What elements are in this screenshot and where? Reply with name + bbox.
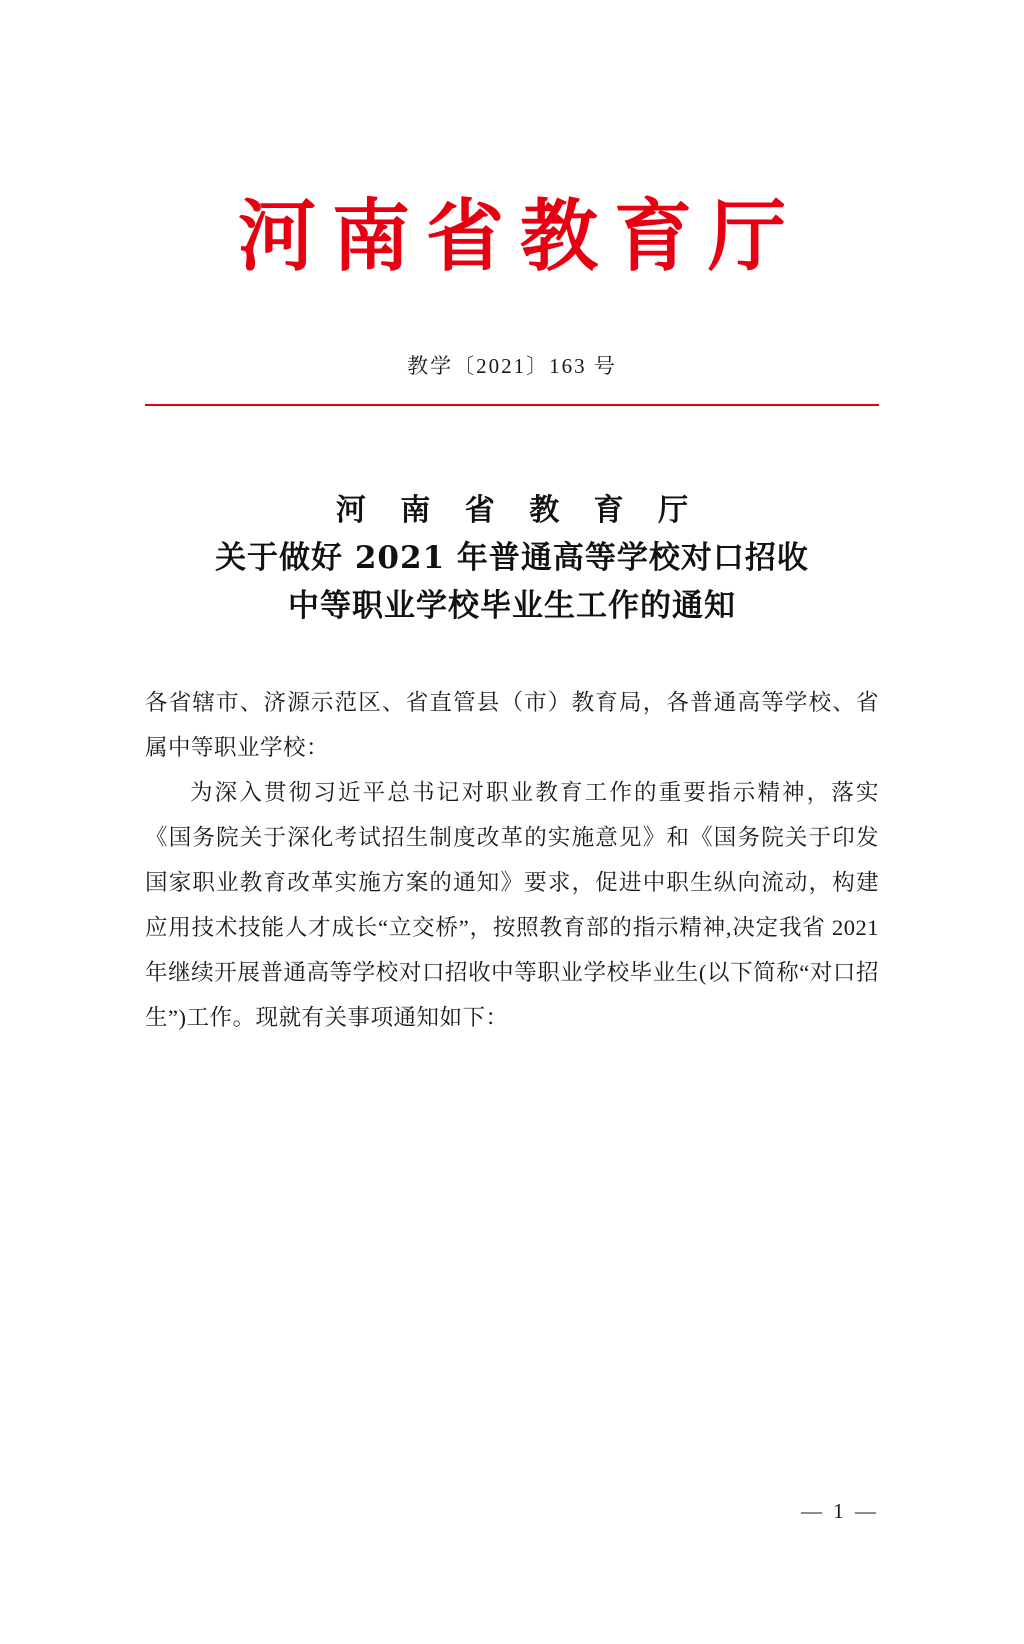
masthead — [145, 191, 879, 282]
document-body — [145, 680, 879, 1040]
document-number: 教学〔2021〕163 号 — [407, 353, 617, 378]
title-line-subject-2: 中等职业学校毕业生工作的通知 — [288, 588, 736, 625]
addressee-paragraph: 各省辖市、济源示范区、省直管县（市）教育局，各普通高等学校、省属中等职业学校： — [145, 690, 879, 761]
title-line-authority: 河 南 省 教 育 厅 — [335, 492, 701, 528]
issuing-authority-title: 河南省教育厅 — [237, 191, 802, 282]
body-paragraph-1: 为深入贯彻习近平总书记对职业教育工作的重要指示精神，落实《国务院关于深化考试招生制度改革的实施意见》和《国务院关于印发国家职业教育改革实施方案的通知》要求，促进中职生纵向流动，构建应用技术技能人才成长“立交桥”，按照教育部的指示精神,决定我省 2021 年继续开展普通高等学校对口招收中等职业学校毕业生(以下简称“对口招生”)工作。现就有关事项通知如下： — [145, 780, 879, 1031]
red-divider-line — [145, 404, 879, 406]
document-title-block — [145, 488, 879, 631]
document-page — [0, 191, 1024, 1644]
title-line-subject-1: 关于做好 2021 年普通高等学校对口招收 — [215, 540, 809, 577]
page-number: — 1 — — [801, 1499, 879, 1523]
